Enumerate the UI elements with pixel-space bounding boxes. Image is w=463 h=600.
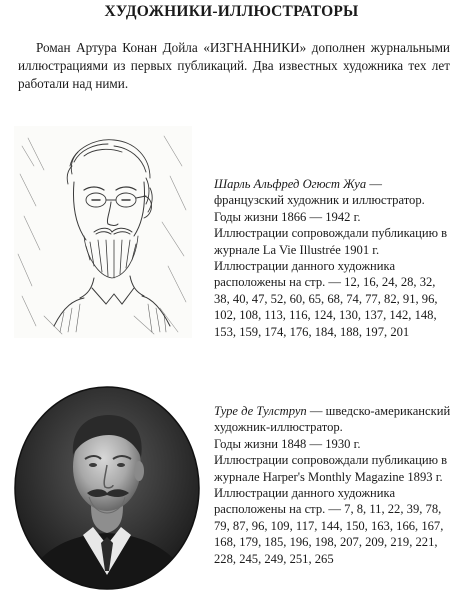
artist-2-pages: Иллюстрации данного художника расположены на стр. — 7, 8, 11, 22, 39, 78, 79, 87, 96, 109, 117, 144, 150, 163, 166, 167, 168, 179, 185, 196, 198, 207, 209, 219, 221, 228, 245, 249, 251, 265	[214, 486, 444, 566]
artist-2-description: — шведско-американский художник-иллюстратор.	[214, 404, 451, 435]
artist-1-pages: Иллюстрации данного художника расположены на стр. — 12, 16, 24, 28, 32, 38, 40, 47, 52, 60, 65, 68, 74, 77, 82, 91, 96, 102, 108, 113, 116, 124, 130, 137, 142, 148, 153, 159, 174, 176, 184, 188, 197, 201	[214, 259, 438, 339]
page-title: ХУДОЖНИКИ-ИЛЛЮСТРАТОРЫ	[104, 3, 359, 20]
artist-1-bio	[214, 176, 454, 340]
artist-1-name: Шарль Альфред Огюст Жуа	[214, 177, 367, 191]
artist-2-heading	[214, 403, 460, 436]
artist-1-heading	[214, 176, 454, 209]
oval-photo-portrait-icon	[13, 385, 201, 591]
artist-1-publication: Иллюстрации сопровождали публикацию в журнале La Vie Illustrée 1901 г.	[214, 226, 448, 257]
artist-2-publication: Иллюстрации сопровождали публикацию в журнале Harper's Monthly Magazine 1893 г.	[214, 453, 448, 484]
artist-1-portrait	[14, 126, 192, 338]
artist-2-portrait	[13, 385, 201, 591]
artist-2-years: Годы жизни 1848 — 1930 г.	[214, 436, 361, 451]
artist-2-name: Туре де Тулструп	[214, 404, 307, 418]
artist-1-description: — французский художник и иллюстратор.	[214, 177, 425, 208]
artist-2-bio	[214, 403, 460, 567]
intro-paragraph: Роман Артура Конан Дойла «ИЗГНАННИКИ» дополнен журнальными иллюстрациями из первых публикаций. Два известных художника тех лет работали над ними.	[18, 40, 450, 91]
engraving-portrait-icon	[14, 126, 192, 338]
artist-1-years: Годы жизни 1866 — 1942 г.	[214, 209, 361, 224]
